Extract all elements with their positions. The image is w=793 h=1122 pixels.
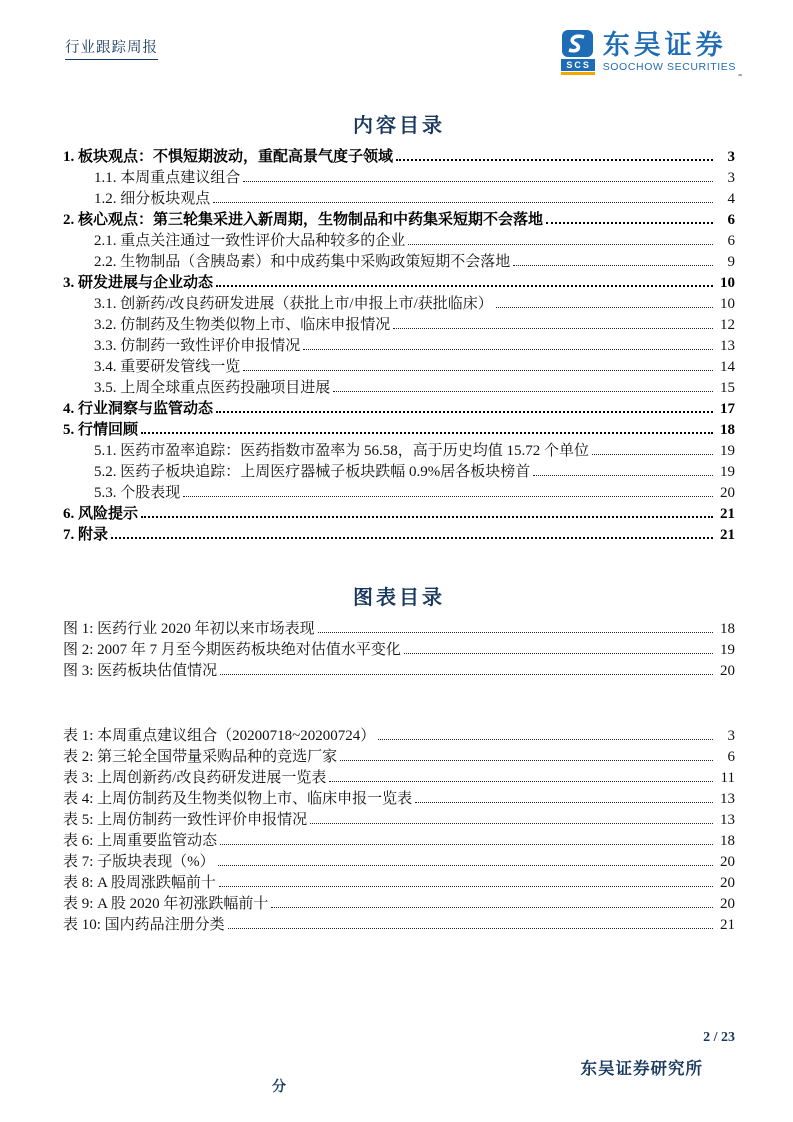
dot-leader	[333, 391, 713, 392]
dot-leader	[310, 823, 713, 824]
dot-leader	[513, 265, 713, 266]
toc-entry[interactable]	[63, 231, 735, 252]
footer-organization: 东吴证券研究所	[580, 1059, 703, 1078]
toc-entry-label: 2.1. 重点关注通过一致性评价大品种较多的企业	[94, 233, 406, 249]
figure-entry[interactable]	[63, 640, 735, 661]
table-entry-page: 21	[720, 917, 735, 933]
dot-leader	[213, 202, 713, 203]
figures-title: 图表目录	[353, 587, 445, 609]
toc-entry-page: 14	[720, 359, 735, 375]
dot-leader	[219, 886, 713, 887]
toc-entry-label: 3.2. 仿制药及生物类似物上市、临床申报情况	[94, 317, 391, 333]
soochow-logo	[561, 30, 736, 75]
logo-orange-bar	[561, 72, 595, 75]
table-entry-label: 表 1: 本周重点建议组合（20200718~20200724）	[63, 728, 376, 744]
table-entry-page: 13	[720, 791, 735, 807]
toc-entry-label: 1.1. 本周重点建议组合	[94, 170, 241, 186]
s-swirl-glyph	[565, 34, 589, 54]
figure-list	[63, 619, 735, 682]
toc-entry-label: 2.2. 生物制品（含胰岛素）和中成药集中采购政策短期不会落地	[94, 254, 511, 270]
table-entry-page: 20	[720, 875, 735, 891]
table-entry[interactable]	[63, 852, 735, 873]
figure-entry-label: 图 1: 医药行业 2020 年初以来市场表现	[63, 621, 315, 637]
table-entry[interactable]	[63, 789, 735, 810]
toc-entry-label: 1.2. 细分板块观点	[94, 191, 211, 207]
dot-leader	[404, 653, 713, 654]
figure-entry-label: 图 2: 2007 年 7 月至今期医药板块绝对估值水平变化	[63, 642, 401, 658]
toc-entry[interactable]	[63, 483, 735, 504]
dot-leader	[396, 159, 713, 161]
toc-entry-label: 7. 附录	[63, 527, 109, 543]
toc-entry-label: 5.1. 医药市盈率追踪：医药指数市盈率为 56.58，高于历史均值 15.72 个单位	[94, 443, 590, 459]
toc-entry-label: 5.3. 个股表现	[94, 485, 181, 501]
toc-entry-page: 21	[720, 527, 735, 543]
table-entry[interactable]	[63, 873, 735, 894]
toc-entry-label: 3.5. 上周全球重点医药投融项目进展	[94, 380, 331, 396]
table-entry-page: 6	[727, 749, 735, 765]
toc-entry-label: 5.2. 医药子板块追踪：上周医疗器械子板块跌幅 0.9%居各板块榜首	[94, 464, 531, 480]
toc-entry[interactable]	[63, 294, 735, 315]
table-entry-label: 表 2: 第三轮全国带量采购品种的竞选厂家	[63, 749, 338, 765]
toc-entry-page: 12	[720, 317, 735, 333]
toc-entry-page: 19	[720, 464, 735, 480]
logo-name-cn: 东吴证券	[602, 30, 727, 60]
toc-entry-page: 6	[727, 212, 735, 228]
table-entry-page: 20	[720, 854, 735, 870]
toc-entry[interactable]	[63, 273, 735, 294]
figure-entry[interactable]	[63, 619, 735, 640]
table-entry-label: 表 3: 上周创新药/改良药研发进展一览表	[63, 770, 327, 786]
dot-leader	[533, 475, 713, 476]
table-entry-label: 表 9: A 股 2020 年初涨跌幅前十	[63, 896, 269, 912]
logo-text-column	[603, 30, 736, 73]
toc-entry-label: 3.4. 重要研发管线一览	[94, 359, 241, 375]
toc-entry-page: 13	[720, 338, 735, 354]
toc-entry[interactable]	[63, 378, 735, 399]
dot-leader	[271, 907, 713, 908]
toc-entry-page: 19	[720, 443, 735, 459]
toc-entry[interactable]	[63, 336, 735, 357]
toc-entry[interactable]	[63, 399, 735, 420]
dot-leader	[408, 244, 713, 245]
toc-entry-label: 6. 风险提示	[63, 506, 139, 522]
toc-entry-page: 21	[720, 506, 735, 522]
toc-entry-page: 3	[727, 149, 735, 165]
table-entry-label: 表 5: 上周仿制药一致性评价申报情况	[63, 812, 308, 828]
toc-entry-page: 17	[720, 401, 735, 417]
toc-entry-page: 10	[720, 275, 735, 291]
figure-entry-page: 20	[720, 663, 735, 679]
table-entry-page: 18	[720, 833, 735, 849]
table-entry-label: 表 8: A 股周涨跌幅前十	[63, 875, 216, 891]
dot-leader	[318, 632, 713, 633]
toc-entry[interactable]	[63, 504, 735, 525]
table-entry-label: 表 6: 上周重要监管动态	[63, 833, 218, 849]
toc-entry[interactable]	[63, 147, 735, 168]
dot-leader	[183, 496, 713, 497]
toc-entry[interactable]	[63, 210, 735, 231]
figure-entry[interactable]	[63, 661, 735, 682]
toc-entry-label: 1. 板块观点：不惧短期波动，重配高景气度子领域	[63, 149, 394, 165]
table-entry-label: 表 10: 国内药品注册分类	[63, 917, 225, 933]
dot-leader	[378, 739, 713, 740]
table-entry[interactable]	[63, 726, 735, 747]
table-list	[63, 726, 735, 936]
stray-dash-mark: -	[738, 66, 743, 81]
dot-leader	[218, 865, 713, 866]
toc-entry-page: 6	[727, 233, 735, 249]
toc-entry[interactable]	[63, 525, 735, 546]
toc-entry-page: 15	[720, 380, 735, 396]
toc-entry[interactable]	[63, 441, 735, 462]
toc-entry-label: 4. 行业洞察与监管动态	[63, 401, 214, 417]
table-entry[interactable]	[63, 915, 735, 936]
toc-entry-label: 3. 研发进展与企业动态	[63, 275, 214, 291]
logo-icon-column	[561, 30, 595, 75]
dot-leader	[220, 674, 713, 675]
table-entry-label: 表 7: 子版块表现（%）	[63, 854, 215, 870]
dot-leader	[496, 307, 713, 308]
page-content	[63, 114, 735, 936]
table-entry-page: 20	[720, 896, 735, 912]
table-entry[interactable]	[63, 810, 735, 831]
toc-entry[interactable]	[63, 252, 735, 273]
toc-list	[63, 147, 735, 546]
logo-name-en: SOOCHOW SECURITIES	[602, 61, 736, 73]
dot-leader	[141, 516, 713, 518]
toc-entry[interactable]	[63, 420, 735, 441]
dot-leader	[243, 181, 713, 182]
dot-leader	[393, 328, 713, 329]
toc-entry[interactable]	[63, 189, 735, 210]
footer-stray-char: 分	[272, 1080, 286, 1095]
dot-leader	[303, 349, 713, 350]
dot-leader	[243, 370, 713, 371]
toc-entry-label: 2. 核心观点：第三轮集采进入新周期，生物制品和中药集采短期不会落地	[63, 212, 544, 228]
dot-leader	[111, 537, 713, 539]
figure-entry-label: 图 3: 医药板块估值情况	[63, 663, 218, 679]
toc-title: 内容目录	[353, 115, 445, 137]
dot-leader	[216, 411, 713, 413]
logo-scs-text: SCS	[561, 59, 595, 71]
toc-entry-label: 5. 行情回顾	[63, 422, 139, 438]
dot-leader	[329, 781, 713, 782]
table-entry[interactable]	[63, 747, 735, 768]
toc-entry-label: 3.1. 创新药/改良药研发进展（获批上市/申报上市/获批临床）	[94, 296, 493, 312]
table-entry[interactable]	[63, 768, 735, 789]
table-entry[interactable]	[63, 894, 735, 915]
table-entry[interactable]	[63, 831, 735, 852]
soochow-s-icon	[562, 30, 593, 57]
table-entry-page: 13	[720, 812, 735, 828]
dot-leader	[141, 432, 713, 434]
table-entry-label: 表 4: 上周仿制药及生物类似物上市、临床申报一览表	[63, 791, 413, 807]
toc-entry-page: 4	[727, 191, 735, 207]
dot-leader	[546, 222, 713, 224]
toc-entry[interactable]	[63, 357, 735, 378]
toc-entry[interactable]	[63, 462, 735, 483]
dot-leader	[216, 285, 713, 287]
toc-entry-label: 3.3. 仿制药一致性评价申报情况	[94, 338, 301, 354]
toc-entry-page: 20	[720, 485, 735, 501]
toc-entry[interactable]	[63, 315, 735, 336]
toc-entry-page: 9	[727, 254, 735, 270]
figure-entry-page: 19	[720, 642, 735, 658]
report-type-label[interactable]: 行业跟踪周报	[65, 36, 158, 60]
dot-leader	[340, 760, 713, 761]
figure-entry-page: 18	[720, 621, 735, 637]
toc-entry[interactable]	[63, 168, 735, 189]
toc-entry-page: 10	[720, 296, 735, 312]
footer-page-number: 2 / 23	[703, 1030, 735, 1045]
table-entry-page: 11	[720, 770, 735, 786]
dot-leader	[415, 802, 713, 803]
toc-entry-page: 3	[727, 170, 735, 186]
dot-leader	[220, 844, 713, 845]
toc-entry-page: 18	[720, 422, 735, 438]
dot-leader	[228, 928, 713, 929]
dot-leader	[592, 454, 713, 455]
table-entry-page: 3	[727, 728, 735, 744]
